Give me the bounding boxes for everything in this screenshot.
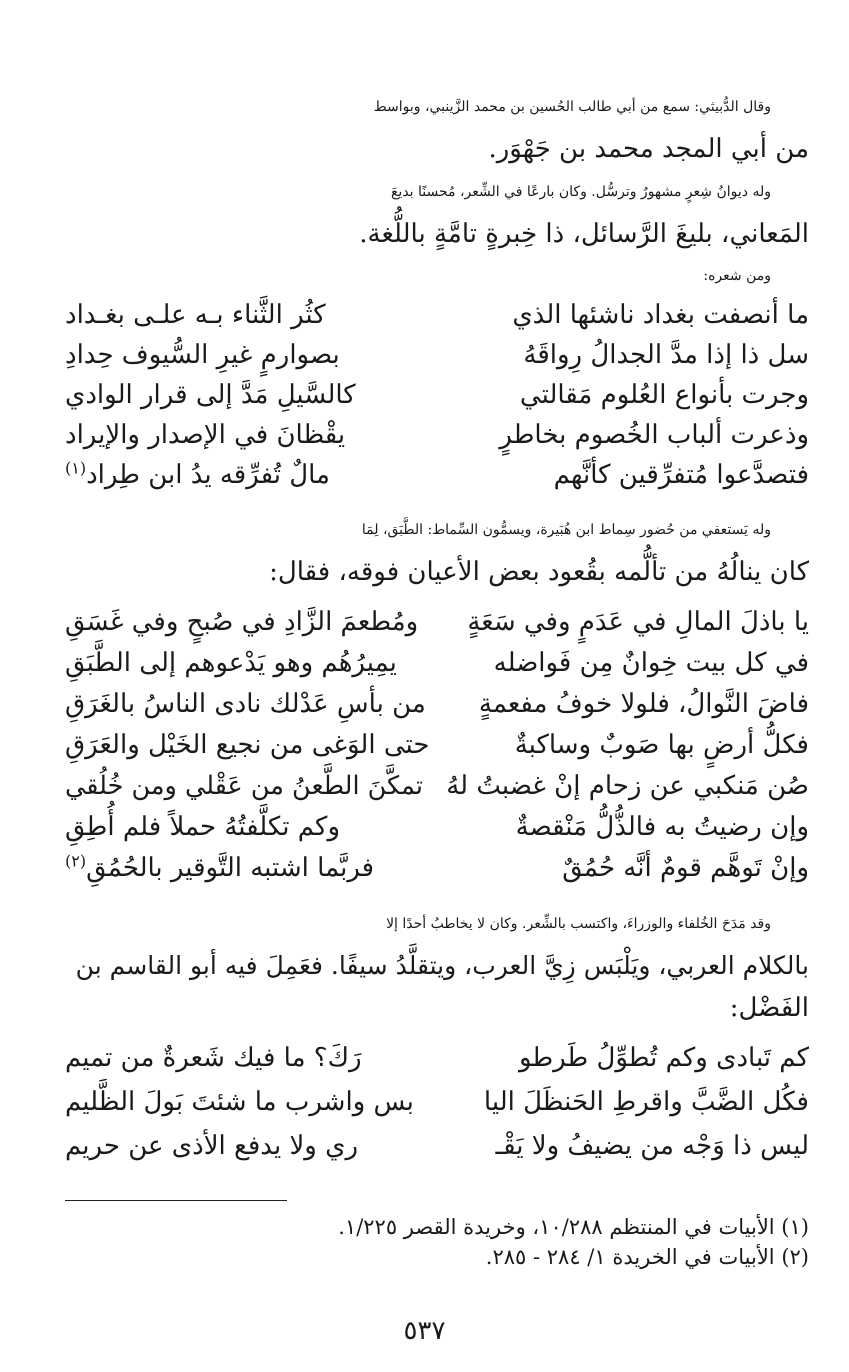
verse-row	[65, 602, 809, 643]
verse-hemistich-left: يمِيرُهُم وهو يَدْعوهم إلى الطَّبَقِ	[65, 648, 397, 678]
paragraph-min-shiirihi	[65, 255, 809, 297]
verse-hemistich-left: ومُطعمَ الزَّادِ في صُبحٍ وفي غَسَقِ	[65, 607, 419, 637]
footnote-separator	[65, 1200, 287, 1201]
verse-hemistich-right: فكُل الضَّبَّ واقرطِ الحَنظَلَ اليا	[483, 1087, 809, 1117]
verse-row	[65, 1036, 809, 1080]
verse-hemistich-right: ليس ذا وَجْه من يضيفُ ولا يَقْـ	[495, 1131, 809, 1161]
verse-row	[65, 375, 809, 415]
verse-hemistich-right: فتصدَّعوا مُتفرِّقين كأنَّهم	[553, 460, 809, 490]
footnote-marker: (١)	[65, 458, 87, 478]
text-line: من أبي المجد محمد بن جَهْوَر.	[488, 134, 809, 164]
verse-hemistich-right: فكلُّ أرضٍ بها صَوبٌ وساكبةٌ	[514, 730, 809, 760]
verse-row	[65, 848, 809, 889]
verse-row	[65, 766, 809, 807]
verse-hemistich-left: من بأسِ عَدْلك نادى الناسُ بالغَرَقِ	[65, 689, 426, 719]
verse-hemistich-right: في كل بيت خِوانٌ مِن فَواضله	[493, 648, 809, 678]
verse-hemistich-left: رَكَ؟ ما فيك شَعرةٌ من تميم	[65, 1043, 362, 1073]
text-line: المَعاني، بليغَ الرَّسائل، ذا خِبرةٍ تامَّةٍ باللُّغة.	[359, 219, 809, 249]
verse-hemistich-right: وذعرت ألباب الخُصوم بخاطرٍ	[499, 420, 809, 450]
text-line: بالكلام العربي، ويَلْبَس زِيَّ العرب، ويتقلَّدُ سيفًا. فعَمِلَ فيه أبو القاسم بن	[75, 951, 809, 980]
verse-row	[65, 807, 809, 848]
verse-hemistich-right: فاضَ النَّوالُ، فلولا خوفُ مفعمةٍ	[478, 689, 809, 719]
verse-hemistich-left: حتى الوَغى من نجيع الخَيْل والعَرَقِ	[65, 730, 430, 760]
verse-hemistich-right: وجرت بأنواع العُلوم مَقالتي	[519, 380, 809, 410]
verse-row	[65, 725, 809, 766]
verse-row	[65, 415, 809, 455]
poem-tabaq	[65, 602, 809, 889]
verse-hemistich-left	[65, 848, 374, 889]
verse-text: مالٌ تُفرِّقه يدُ ابن طِراد	[86, 460, 330, 490]
text-line: ومن شعره:	[703, 268, 771, 284]
verse-hemistich-left: كثُر الثَّناء بـه علـى بغـداد	[65, 300, 326, 330]
paragraph-simat	[65, 509, 809, 593]
verse-hemistich-right: كم تَبادى وكم تُطوِّلُ طَرطو	[519, 1043, 809, 1073]
verse-hemistich-left: ري ولا يدفع الأذى عن حريم	[65, 1131, 359, 1161]
verse-hemistich-left: تمكَّنَ الطَّعنُ من عَقْلي ومن خُلُقي	[65, 771, 423, 801]
poem-tamim	[65, 1036, 809, 1168]
verse-hemistich-right: وإن رضيتُ به فالذُّلُّ مَنْقصةٌ	[515, 812, 809, 842]
verse-hemistich-right: ما أنصفت بغداد ناشئها الذي	[512, 300, 809, 330]
footnote-2: (٢) الأبيات في الخريدة ١/ ٢٨٤ - ٢٨٥.	[485, 1245, 809, 1269]
paragraph-dubaythi	[65, 86, 809, 170]
verse-text: فربَّما اشتبه التَّوقير بالحُمُقِ	[86, 853, 375, 883]
verse-hemistich-left: يقْظانَ في الإصدار والإيراد	[65, 420, 346, 450]
page-number: ٥٣٧	[403, 1316, 446, 1346]
verse-hemistich-left: بصوارمٍ غيرِ السُّيوف حِدادِ	[65, 340, 340, 370]
text-line: وله يَستعفي من حُضور سِماط ابن هُبَيرة، ويسمُّون السِّماط: الطَّبَق، لِمَا	[361, 522, 771, 538]
footnote-1: (١) الأبيات في المنتظم ١٠/٢٨٨، وخريدة القصر ١/٢٢٥.	[338, 1215, 809, 1239]
paragraph-diwan	[65, 171, 809, 255]
verse-row	[65, 295, 809, 335]
text-line: وقد مَدَحَ الخُلفاء والوزراءَ، واكتسب بالشِّعر. وكان لا يخاطبُ أحدًا إلا	[386, 916, 771, 932]
verse-hemistich-left: كالسَّيلِ مَدَّ إلى قرار الوادي	[65, 380, 356, 410]
text-line: وله ديوانُ شِعرٍ مشهورٌ وترسُّل. وكان بارعًا في الشِّعر، مُحسنًا بديعَ	[390, 184, 771, 200]
verse-hemistich-left: وكم تكلَّفتُهُ حملاً فلم أُطِقِ	[65, 812, 340, 842]
text-line: كان ينالُهُ من تألُّمه بقُعود بعض الأعيان فوقه، فقال:	[269, 557, 809, 587]
verse-hemistich-right: يا باذلَ المالِ في عَدَمٍ وفي سَعَةٍ	[467, 607, 809, 637]
verse-row	[65, 684, 809, 725]
paragraph-madh	[65, 903, 809, 1029]
verse-row	[65, 1080, 809, 1124]
verse-row	[65, 335, 809, 375]
text-line: الفَضْل:	[729, 993, 809, 1023]
footnote-marker: (٢)	[65, 851, 87, 871]
verse-hemistich-left: بس واشرب ما شئتَ بَولَ الظَّليم	[65, 1087, 414, 1117]
poem-baghdad	[65, 295, 809, 495]
verse-hemistich-right: صُن مَنكبي عن زحام إنْ غضبتُ لهُ	[446, 771, 809, 801]
verse-row	[65, 455, 809, 495]
verse-hemistich-right: سل ذا إذا مدَّ الجدالُ رِواقَهُ	[523, 340, 809, 370]
verse-hemistich-left	[65, 455, 330, 495]
verse-hemistich-right: وإنْ تَوهَّم قومٌ أنَّه حُمُقٌ	[562, 853, 809, 883]
verse-row	[65, 1124, 809, 1168]
verse-row	[65, 643, 809, 684]
text-line: وقال الدُّبيثي: سمع من أبي طالب الحُسين بن محمد الزَّينبي، وبواسط	[373, 99, 771, 115]
